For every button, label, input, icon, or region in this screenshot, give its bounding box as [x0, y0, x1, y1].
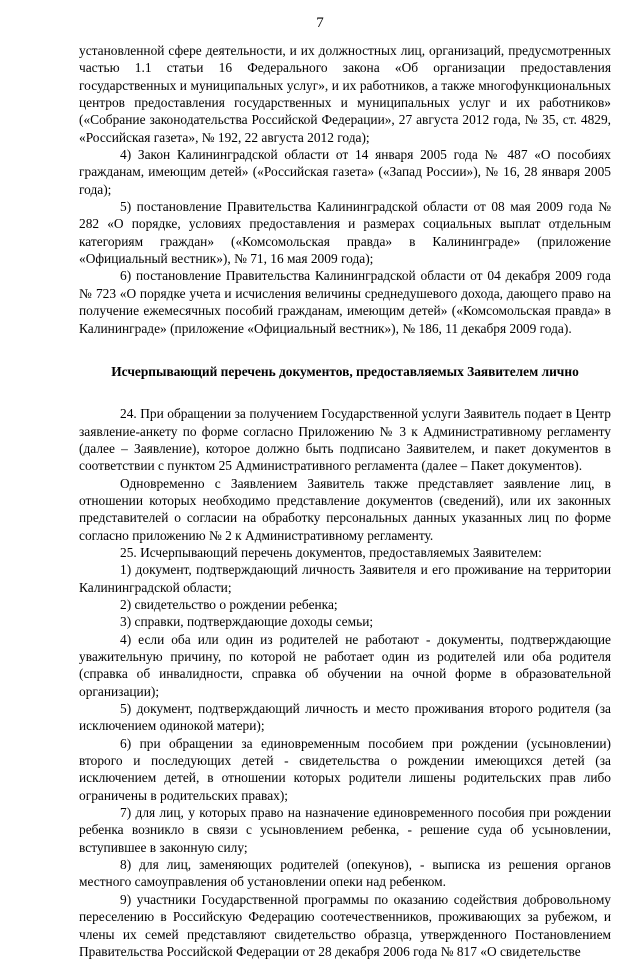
document-body: [79, 42, 611, 960]
document-list-item-9: 9) участники Государственной программы по оказанию содействия добровольному переселению в Российскую Федерацию соотечественников, проживающих за рубежом, и члены их семей представляют свидетельство образца, утвержденного Постановлением Правительства Российской Федерации от 28 декабря 2006 года № 817 «О свидетельстве: [79, 891, 611, 959]
list-item-5: 5) постановление Правительства Калининградской области от 08 мая 2009 года № 282 «О порядке, условиях предоставления и размерах социальных выплат отдельным категориям граждан» («Комсомольская правда» в Калининграде» (приложение «Официальный вестник»), № 71, 16 мая 2009 года);: [79, 199, 611, 267]
section-heading: Исчерпывающий перечень документов, предоставляемых Заявителем лично: [111, 363, 579, 379]
list-item-6: 6) постановление Правительства Калининградской области от 04 декабря 2009 года № 723 «О порядке учета и исчисления величины среднедушевого дохода, дающего право на получение ежемесячных пособий гражданам, имеющим детей» («Комсомольская правда» в Калининграде» (приложение «Официальный вестник»), № 186, 11 декабря 2009 года).: [79, 268, 611, 336]
document-list-item-4: 4) если оба или один из родителей не работают - документы, подтверждающие уважительную причину, по которой не работает один из родителей или оба родителя (справка об инвалидности, справка об обучении на очной форме в образовательной организации);: [79, 631, 611, 699]
paragraph-24: 24. При обращении за получением Государственной услуги Заявитель подает в Центр заявление-анкету по форме согласно Приложению № 3 к Административному регламенту (далее – Заявление), которое должно быть подписано Заявителем, и пакет документов в соответствии с пунктом 25 Административного регламента (далее – Пакет документов).: [79, 406, 611, 474]
paragraph-consent: Одновременно с Заявлением Заявитель также представляет заявление лиц, в отношении которых необходимо представление документов (сведений), или их законных представителей о согласии на обработку персональных данных указанных лиц по форме согласно приложению № 2 к Административному регламенту.: [79, 475, 611, 543]
document-list-item-3: 3) справки, подтверждающие доходы семьи;: [120, 614, 374, 630]
paragraph-continuation: установленной сфере деятельности, и их должностных лиц, организаций, предусмотренных частью 1.1 статьи 16 Федерального закона «Об организации предоставления государственных и муниципальных услуг», и их работников, а также многофункциональных центров предоставления государственных и муниципальных услуг и их работников» («Собрание законодательства Российской Федерации», 27 августа 2012 года, № 35, ст. 4829, «Российская газета», № 192, 22 августа 2012 года);: [79, 43, 611, 145]
document-list-item-7: 7) для лиц, у которых право на назначение единовременного пособия при рождении ребенка возникло в связи с усыновлением ребенка, - решение суда об усыновлении, вступившее в законную силу;: [79, 805, 611, 855]
document-list-item-8: 8) для лиц, заменяющих родителей (опекунов), - выписка из решения органов местного самоуправления об установлении опеки над ребенком.: [79, 857, 611, 890]
page-number: 7: [316, 15, 324, 31]
document-list-item-5: 5) документ, подтверждающий личность и место проживания второго родителя (за исключением одинокой матери);: [79, 701, 611, 734]
document-list-item-2: 2) свидетельство о рождении ребенка;: [120, 596, 338, 612]
document-list-item-1: 1) документ, подтверждающий личность Заявителя и его проживание на территории Калининградской области;: [79, 562, 611, 595]
paragraph-25: 25. Исчерпывающий перечень документов, предоставляемых Заявителем:: [120, 544, 542, 560]
document-list-item-6: 6) при обращении за единовременным пособием при рождении (усыновлении) второго и последующих детей - свидетельства о рождении имеющихся детей (за исключением детей, в отношении которых родители лишены родительских прав либо ограничены в родительских правах);: [79, 735, 611, 803]
list-item-4: 4) Закон Калининградской области от 14 января 2005 года № 487 «О пособиях гражданам, имеющим детей» («Российская газета» («Запад России»), № 16, 28 января 2005 года);: [79, 147, 611, 197]
